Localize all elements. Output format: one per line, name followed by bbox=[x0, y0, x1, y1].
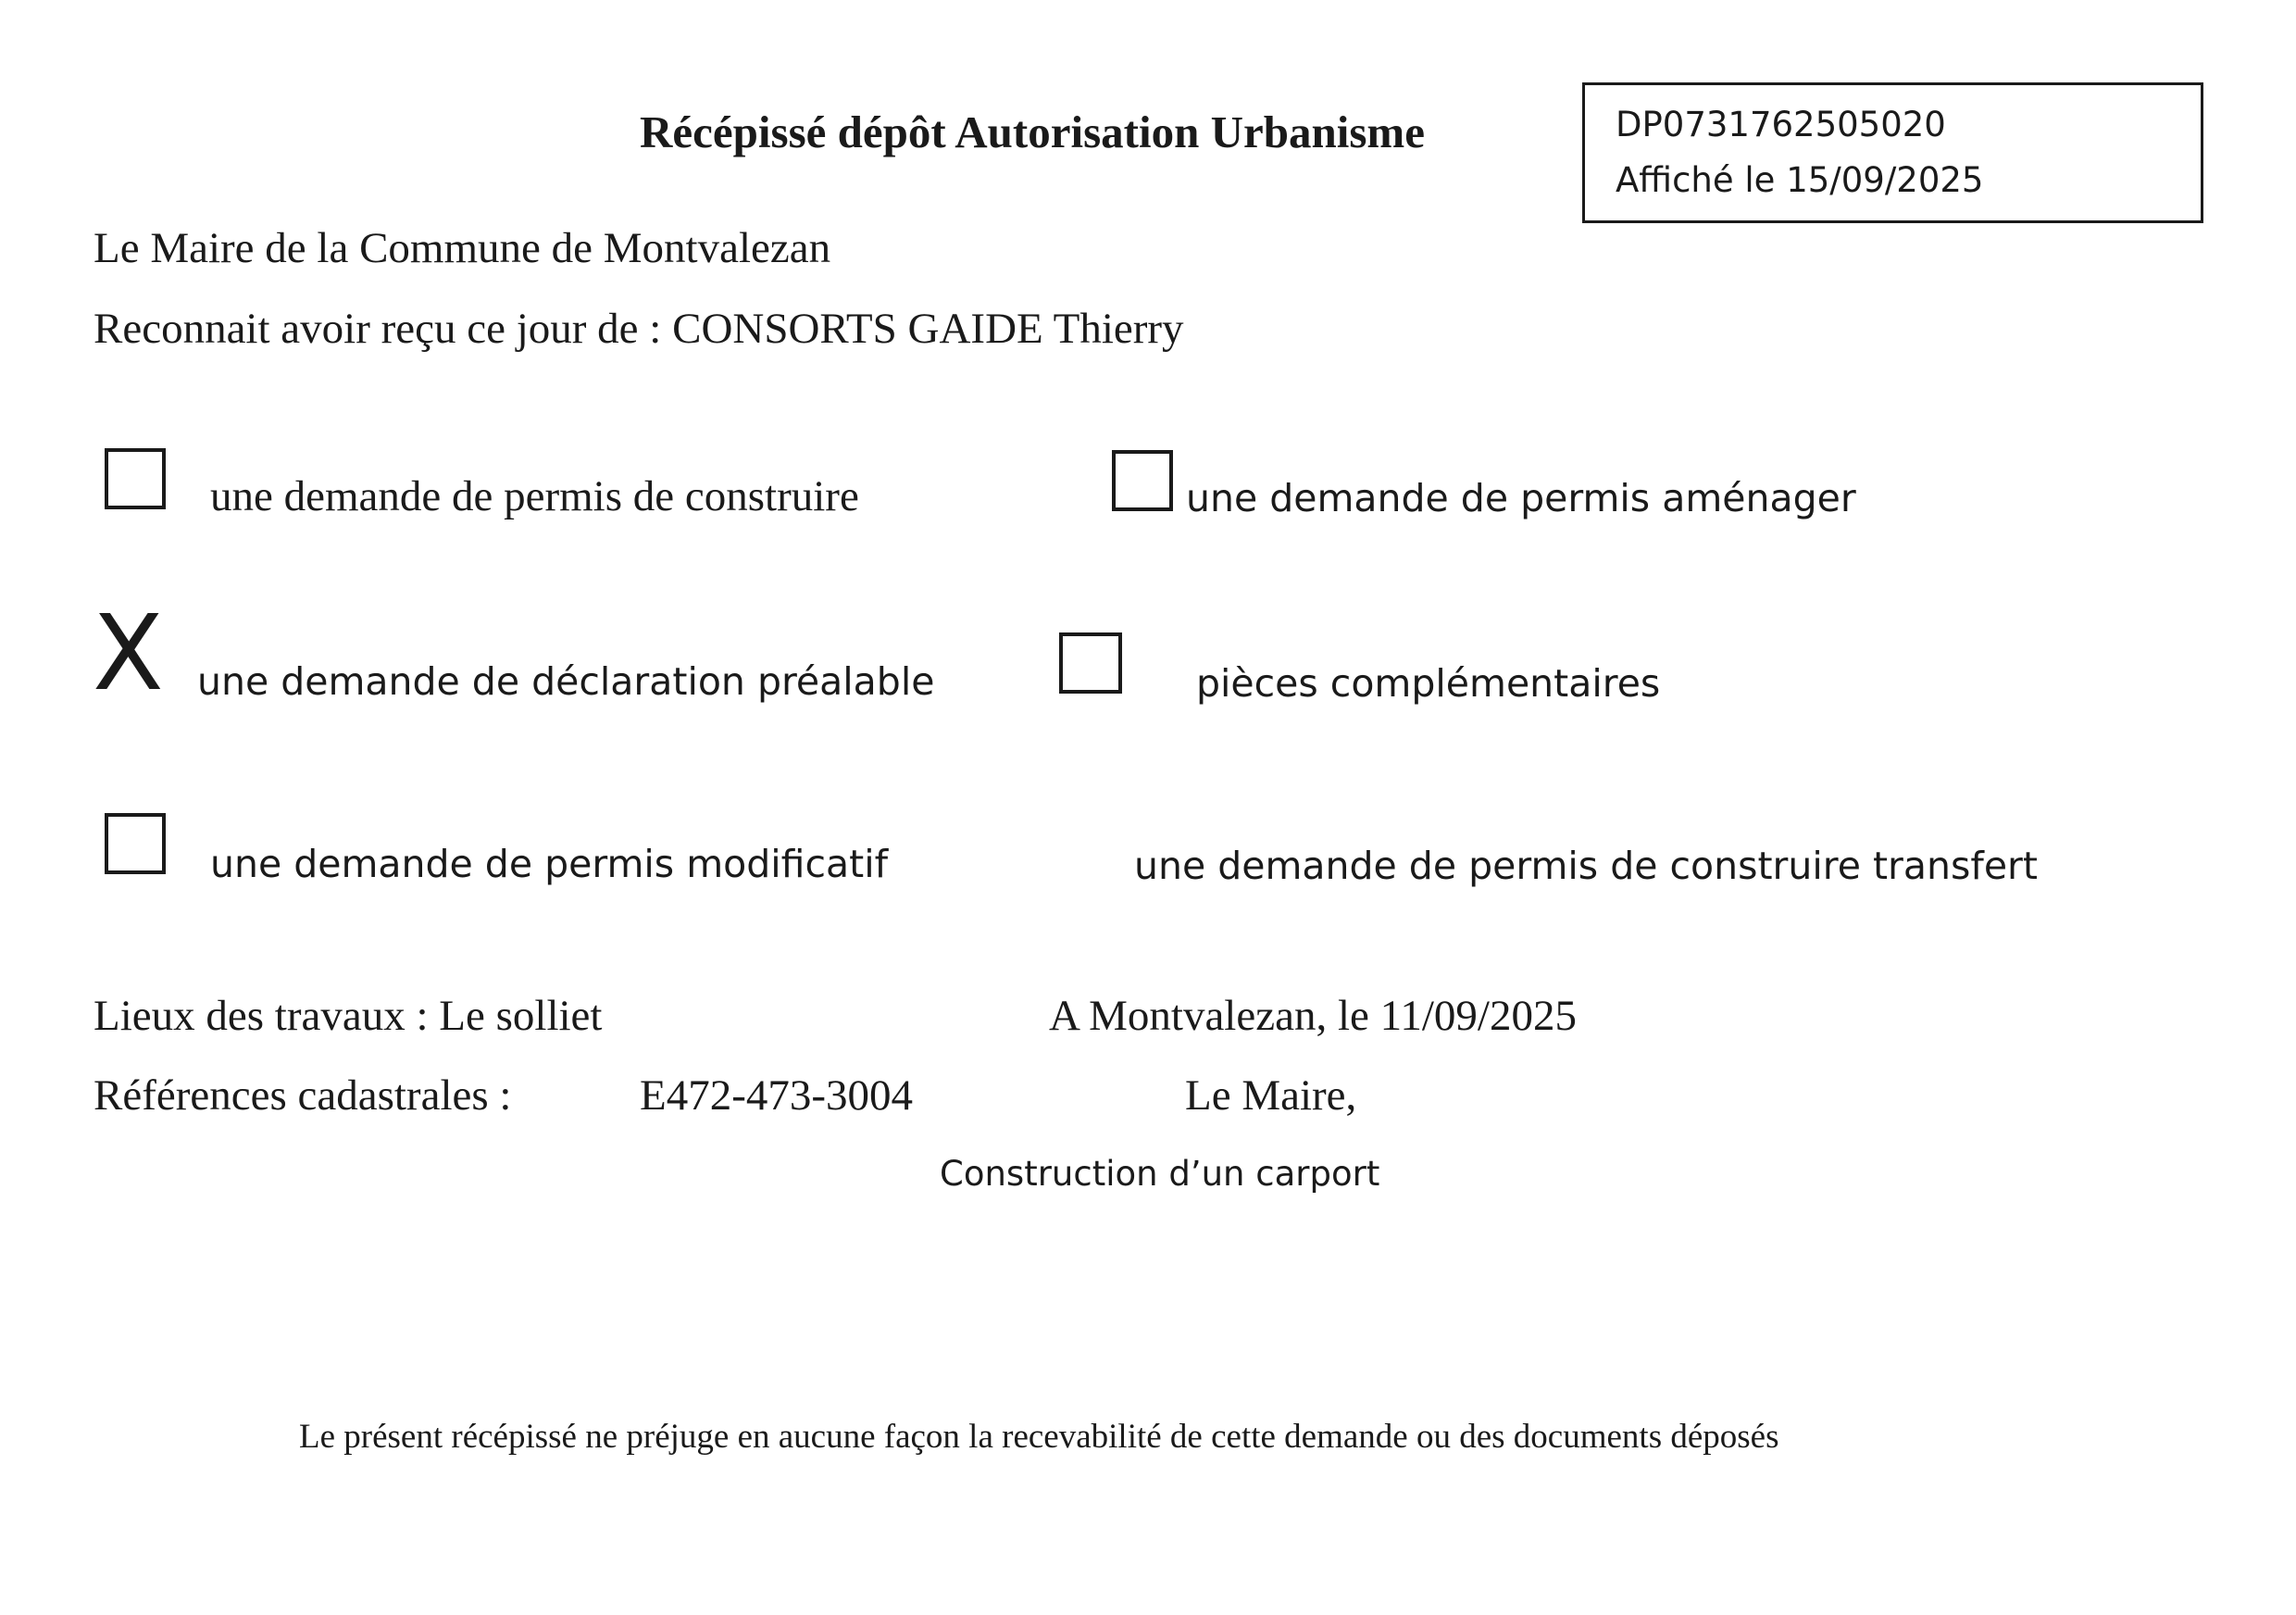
mayor-line: Le Maire de la Commune de Montvalezan bbox=[94, 224, 831, 272]
cadastre-value: E472-473-3004 bbox=[640, 1071, 914, 1120]
city-date: A Montvalezan, le 11/09/2025 bbox=[1049, 992, 1577, 1040]
label-permis-amenager: une demande de permis aménager bbox=[1186, 476, 1856, 520]
label-pieces-complementaires: pièces complémentaires bbox=[1196, 661, 1661, 706]
label-permis-construire-transfert: une demande de permis de construire transfert bbox=[1134, 844, 2038, 888]
reference-box bbox=[1582, 82, 2203, 223]
disclaimer: Le présent récépissé ne préjuge en aucune façon la recevabilité de cette demande ou des documents déposés bbox=[299, 1418, 1779, 1456]
label-permis-modificatif: une demande de permis modificatif bbox=[210, 842, 889, 886]
checkbox-permis-amenager[interactable] bbox=[1112, 450, 1173, 511]
cadastre-label: Références cadastrales : bbox=[94, 1071, 512, 1120]
label-permis-construire: une demande de permis de construire bbox=[210, 472, 859, 520]
received-from-line: Reconnait avoir reçu ce jour de : CONSORTS GAIDE Thierry bbox=[94, 305, 1184, 353]
document-title: Récépissé dépôt Autorisation Urbanisme bbox=[640, 106, 1425, 157]
dossier-number: DP0731762505020 bbox=[1616, 105, 1946, 144]
work-location: Lieux des travaux : Le solliet bbox=[94, 992, 603, 1040]
work-description: Construction d’un carport bbox=[940, 1154, 1380, 1194]
checkbox-permis-construire[interactable] bbox=[105, 448, 166, 509]
display-date: Affiché le 15/09/2025 bbox=[1616, 160, 1984, 200]
label-declaration-prealable: une demande de déclaration préalable bbox=[197, 659, 935, 704]
checkbox-permis-modificatif[interactable] bbox=[105, 813, 166, 874]
checkbox-pieces-complementaires[interactable] bbox=[1059, 632, 1122, 694]
checkbox-declaration-prealable-mark[interactable]: X bbox=[93, 594, 164, 714]
mayor-signature: Le Maire, bbox=[1185, 1071, 1357, 1120]
